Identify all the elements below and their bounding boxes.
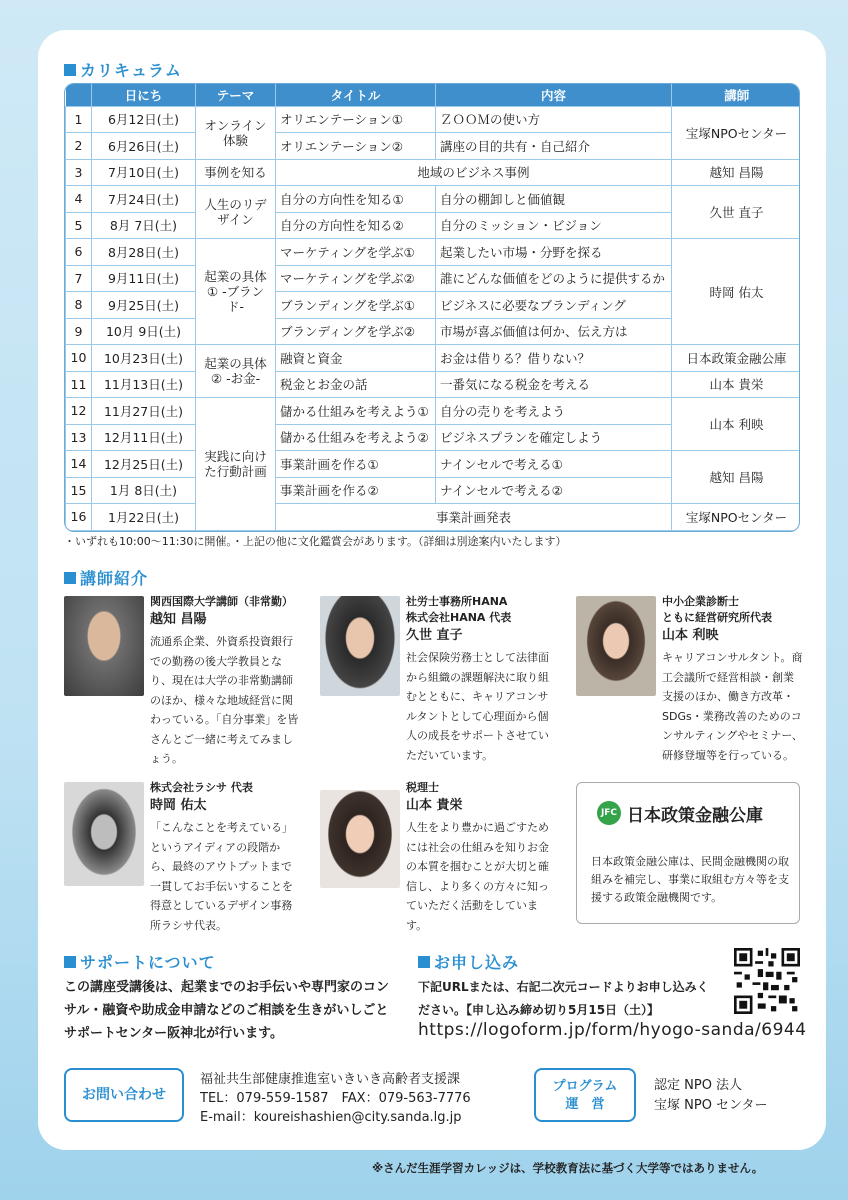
instructor-bio: 人生をより豊かに過ごすためには社会の仕組みを知りお金の本質を掴むことが大切と確信し、より多くの方々に知っていただく活動をしています。 bbox=[406, 821, 549, 932]
theme-cell: 起業の具体② -お金- bbox=[196, 345, 276, 398]
col-title: タイトル bbox=[276, 84, 436, 106]
support-heading: サポートについて bbox=[64, 950, 216, 973]
theme-cell: 事例を知る bbox=[196, 159, 276, 186]
table-row: 9 10月 9日(土) ブランディングを学ぶ② 市場が喜ぶ価値は何か、伝え方は bbox=[66, 318, 801, 345]
jfc-description: 日本政策金融公庫は、民間金融機関の取組みを補完し、事業に取組む方々等を支援する政策金融機関です。 bbox=[591, 855, 789, 904]
lecturer-cell: 越知 昌陽 bbox=[672, 159, 801, 186]
table-row: 13 12月11日(土) 儲かる仕組みを考えよう② ビジネスプランを確定しよう bbox=[66, 424, 801, 451]
contact-email: E-mail：koureishashien@city.sanda.lg.jp bbox=[200, 1110, 462, 1125]
table-row: 16 1月22日(土) 事業計画発表 宝塚NPOセンター bbox=[66, 504, 801, 531]
col-theme: テーマ bbox=[196, 84, 276, 106]
theme-cell: 実践に向けた行動計画 bbox=[196, 398, 276, 531]
lecturer-cell: 時岡 佑太 bbox=[672, 239, 801, 345]
lecturer-cell: 久世 直子 bbox=[672, 186, 801, 239]
instructors-heading: 講師紹介 bbox=[64, 566, 148, 589]
lecturer-cell: 越知 昌陽 bbox=[672, 451, 801, 504]
instructor-photo bbox=[64, 596, 144, 696]
lecturer-cell: 山本 貴栄 bbox=[672, 371, 801, 398]
table-row: 10 10月23日(土) 起業の具体② -お金- 融資と資金 お金は借りる？借りない？ 日本政策金融公庫 bbox=[66, 345, 801, 372]
col-date: 日にち bbox=[92, 84, 196, 106]
schedule-note: ・いずれも10:00～11:30に開催。・上記の他に文化鑑賞会があります。（詳細は別途案内いたします） bbox=[64, 535, 567, 548]
lecturer-cell: 宝塚NPOセンター bbox=[672, 106, 801, 159]
theme-cell: 起業の具体① -ブランド- bbox=[196, 239, 276, 345]
col-content: 内容 bbox=[436, 84, 672, 106]
table-row: 1 6月12日(土) オンライン体験 オリエンテーション① ＺＯＯＭの使い方 宝塚NPOセンター bbox=[66, 106, 801, 133]
jfc-logo-icon: JFC bbox=[597, 801, 621, 825]
table-row: 12 11月27日(土) 実践に向けた行動計画 儲かる仕組みを考えよう① 自分の売りを考えよう 山本 利映 bbox=[66, 398, 801, 425]
table-row: 8 9月25日(土) ブランディングを学ぶ① ビジネスに必要なブランディング bbox=[66, 292, 801, 319]
apply-heading: お申し込み bbox=[418, 950, 519, 973]
table-row: 7 9月11日(土) マーケティングを学ぶ② 誰にどんな価値をどのように提供するか bbox=[66, 265, 801, 292]
instructor-name: 時岡 佑太 bbox=[150, 798, 207, 813]
jfc-name: 日本政策金融公庫 bbox=[627, 806, 763, 826]
program-button[interactable]: プログラム 運 営 bbox=[534, 1068, 636, 1122]
instructor-bio: キャリアコンサルタント。商工会議所で経営相談・創業支援のほか、働き方改革・SDGs・業務改善のためのコンサルティングやセミナー、研修登壇等を行っている。 bbox=[662, 651, 803, 762]
col-lecturer: 講師 bbox=[672, 84, 801, 106]
instructor-bio: 社会保険労務士として法律面から組織の課題解決に取り組むとともに、キャリアコンサルタントとして心理面から個人の成長をサポートさせていただいています。 bbox=[406, 651, 549, 762]
lecturer-cell: 日本政策金融公庫 bbox=[672, 345, 801, 372]
theme-cell: 人生のリデザイン bbox=[196, 186, 276, 239]
instructor-bio: 流通系企業、外資系投資銀行での勤務の後大学教員となり、現在は大学の非常勤講師のほか、様々な地域経営に関わっている。「自分事業」を皆さんとご一緒に考えてみましょう。 bbox=[150, 635, 299, 765]
contact-phone: TEL：079-559-1587 FAX：079-563-7776 bbox=[200, 1091, 471, 1106]
instructor-name: 越知 昌陽 bbox=[150, 612, 207, 627]
table-row: 6 8月28日(土) 起業の具体① -ブランド- マーケティングを学ぶ① 起業したい市場・分野を探る 時岡 佑太 bbox=[66, 239, 801, 266]
instructor-photo bbox=[576, 596, 656, 696]
table-row: 3 7月10日(土) 事例を知る 地域のビジネス事例 越知 昌陽 bbox=[66, 159, 801, 186]
table-row: 15 1月 8日(土) 事業計画を作る② ナインセルで考える② bbox=[66, 477, 801, 504]
instructor-photo bbox=[320, 596, 400, 696]
contact-info: 福祉共生部健康推進室いきいき高齢者支援課 TEL：079-559-1587 FAX：079-563-7776 E-mail：koureishashien@city.sanda.lg.jp bbox=[200, 1072, 471, 1125]
support-text: この講座受講後は、起業までのお手伝いや専門家のコンサル・融資や助成金申請などのご相談を生きがいしごとサポートセンター阪神北が行います。 bbox=[64, 980, 390, 1041]
apply-url-link[interactable]: https://logoform.jp/form/hyogo-sanda/6944 bbox=[418, 1020, 807, 1040]
apply-text: 下記URLまたは、右記二次元コードよりお申し込みください。【申し込み締め切り5月15日（土）】 bbox=[418, 980, 709, 1017]
instructor-photo bbox=[64, 782, 144, 886]
theme-cell: オンライン体験 bbox=[196, 106, 276, 159]
table-row: 14 12月25日(土) 事業計画を作る① ナインセルで考える① 越知 昌陽 bbox=[66, 451, 801, 478]
instructor-name: 山本 貴栄 bbox=[406, 798, 463, 813]
qr-code-icon[interactable] bbox=[734, 948, 800, 1014]
lecturer-cell: 山本 利映 bbox=[672, 398, 801, 451]
footnote: ※さんだ生涯学習カレッジは、学校教育法に基づく大学等ではありません。 bbox=[372, 1161, 764, 1175]
table-row: 2 6月26日(土) オリエンテーション② 講座の目的共有・自己紹介 bbox=[66, 133, 801, 160]
instructor-name: 山本 利映 bbox=[662, 628, 719, 643]
curriculum-table bbox=[64, 83, 800, 532]
instructor-name: 久世 直子 bbox=[406, 628, 463, 643]
instructor-photo bbox=[320, 790, 400, 888]
lecturer-cell: 宝塚NPOセンター bbox=[672, 504, 801, 531]
table-row: 4 7月24日(土) 人生のリデザイン 自分の方向性を知る① 自分の棚卸しと価値観 久世 直子 bbox=[66, 186, 801, 213]
curriculum-heading: カリキュラム bbox=[64, 58, 182, 81]
table-header-row bbox=[66, 84, 801, 106]
program-operator: 認定 NPO 法人 宝塚 NPO センター bbox=[654, 1078, 768, 1113]
instructor-bio: 「こんなことを考えている」というアイディアの段階から、最終のアウトプットまで一貫してお手伝いすることを得意としているデザイン事務所ラシサ代表。 bbox=[150, 821, 293, 932]
contact-button[interactable]: お問い合わせ bbox=[64, 1068, 184, 1122]
table-row: 11 11月13日(土) 税金とお金の話 一番気になる税金を考える 山本 貴栄 bbox=[66, 371, 801, 398]
jfc-box bbox=[576, 782, 800, 924]
table-row: 5 8月 7日(土) 自分の方向性を知る② 自分のミッション・ビジョン bbox=[66, 212, 801, 239]
